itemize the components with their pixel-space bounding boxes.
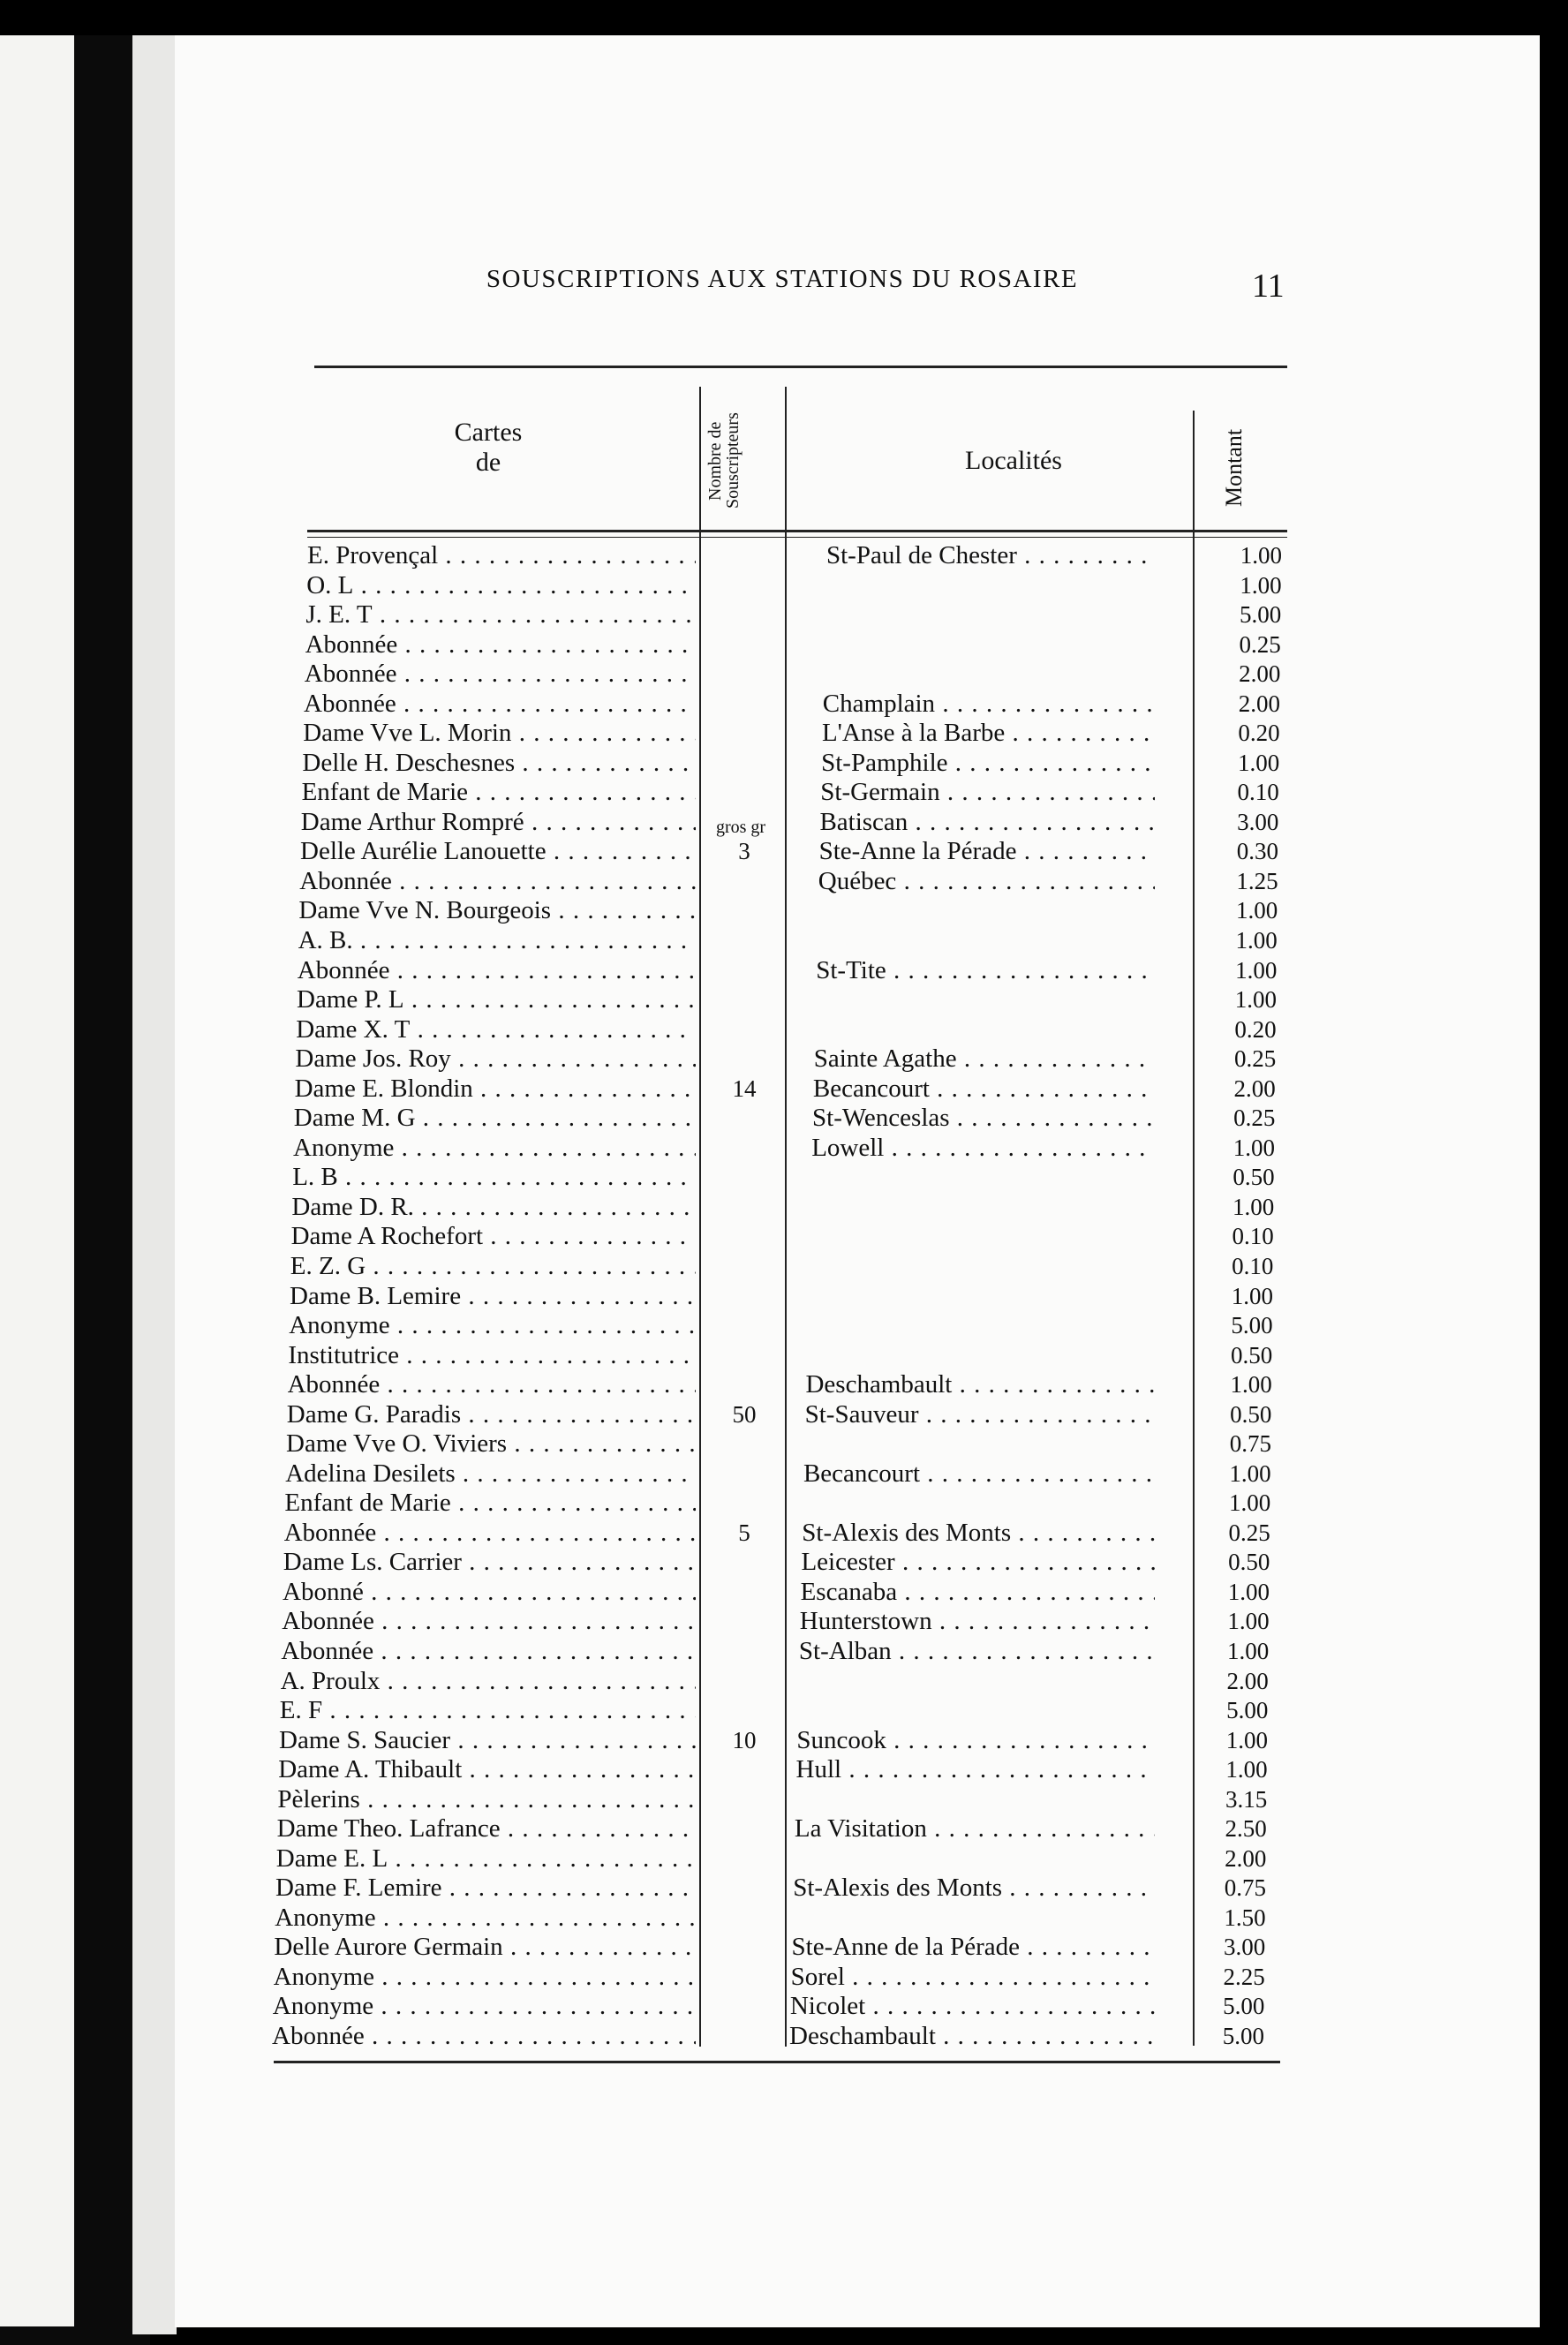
table-row (175, 1963, 1540, 1992)
carte-name: Dame F. Lemire . . . (275, 1874, 696, 1903)
montant-value: 0.25 (1233, 1105, 1276, 1132)
nombre-souscripteurs: 14 (732, 1074, 757, 1102)
carte-name: Abonnée . . . (304, 690, 696, 719)
montant-value: 0.25 (1228, 1519, 1270, 1546)
carte-name: Dame Ls. Carrier . . . (283, 1548, 696, 1577)
carte-name: Abonnée . . . (288, 1370, 696, 1399)
montant-value: 1.00 (1226, 1637, 1270, 1664)
table-row (175, 867, 1540, 896)
table-row (175, 1044, 1540, 1074)
montant-value: 1.00 (1240, 571, 1282, 599)
carte-name: Abonnée . . . (305, 660, 696, 689)
montant-value: 1.50 (1224, 1904, 1266, 1931)
montant-value: 2.00 (1238, 690, 1280, 717)
table-row (175, 1015, 1540, 1044)
table-row (175, 630, 1540, 660)
montant-value: 1.00 (1234, 986, 1277, 1014)
carte-name: Dame X. T . . . (296, 1015, 696, 1044)
montant-value: 1.00 (1235, 956, 1278, 984)
localite-name: Nicolet . . . (790, 1992, 1155, 2021)
localite-name: Deschambault . . . (789, 2022, 1155, 2051)
montant-value: 1.00 (1227, 1578, 1270, 1605)
carte-name: Institutrice . . . (288, 1341, 696, 1370)
carte-name: Delle Aurore Germain . . . (274, 1933, 696, 1962)
table-row (175, 1282, 1540, 1311)
carte-name: Abonnée . . . (282, 1607, 696, 1636)
carte-name: Dame Vve O. Viviers . . . (286, 1429, 696, 1459)
table-row (175, 1814, 1540, 1844)
montant-value: 1.00 (1225, 1726, 1268, 1753)
table-row (175, 1074, 1540, 1104)
table-row (175, 1874, 1540, 1903)
carte-name: Dame Vve L. Morin . . . (303, 719, 696, 748)
montant-value: 2.00 (1226, 1667, 1269, 1694)
montant-value: 0.10 (1232, 1252, 1274, 1279)
montant-value: 0.75 (1229, 1430, 1271, 1458)
carte-name: A. Proulx . . . (281, 1667, 696, 1696)
carte-name: Dame E. L . . . (276, 1844, 696, 1874)
table-row (175, 896, 1540, 925)
carte-name: L. B . . . (292, 1163, 696, 1192)
table-row (175, 749, 1540, 778)
table-row (175, 1370, 1540, 1399)
localite-name: St-Alexis des Monts . . . (793, 1874, 1155, 1903)
montant-value: 0.50 (1230, 1400, 1272, 1428)
montant-value: 5.00 (1239, 601, 1282, 629)
table-row (175, 1607, 1540, 1636)
localite-name: Sainte Agathe . . . (814, 1044, 1155, 1074)
montant-value: 0.50 (1233, 1164, 1275, 1191)
table-row (175, 1578, 1540, 1607)
carte-name: Dame E. Blondin . . . (295, 1074, 696, 1104)
table-row (175, 1311, 1540, 1340)
carte-name: Abonnée . . . (281, 1637, 696, 1666)
header-cartes-line1: Cartes (454, 418, 523, 447)
localite-name: Hunterstown . . . (800, 1607, 1155, 1636)
montant-value: 5.00 (1226, 1697, 1269, 1724)
montant-value: 1.00 (1233, 1134, 1275, 1161)
montant-value: 2.00 (1233, 1074, 1276, 1102)
subscription-table (175, 35, 1540, 2327)
montant-value: 0.75 (1224, 1874, 1266, 1902)
header-montant: Montant (1221, 428, 1247, 508)
localite-name: St-Pamphile . . . (821, 749, 1155, 778)
table-row (175, 1785, 1540, 1814)
carte-name: A. B. . . . (298, 926, 696, 955)
table-row (175, 660, 1540, 689)
carte-name: E. Provençal . . . (307, 541, 696, 570)
carte-name: Abonné . . . (283, 1578, 696, 1607)
montant-value: 0.20 (1234, 1015, 1277, 1043)
localite-name: Escanaba . . . (801, 1578, 1155, 1607)
nombre-souscripteurs: gros gr (715, 817, 766, 837)
localite-name: Suncook . . . (796, 1726, 1155, 1755)
carte-name: Enfant de Marie . . . (302, 778, 696, 807)
table-row (175, 985, 1540, 1014)
montant-value: 0.25 (1233, 1045, 1277, 1073)
table-row (175, 956, 1540, 985)
montant-value: 0.25 (1239, 630, 1281, 658)
carte-name: Anonyme . . . (289, 1311, 696, 1340)
localite-name: Ste-Anne de la Pérade . . . (792, 1933, 1155, 1962)
carte-name: Delle H. Deschesnes . . . (302, 749, 696, 778)
table-row (175, 571, 1540, 600)
table-row (175, 1459, 1540, 1489)
montant-value: 0.30 (1236, 838, 1278, 865)
carte-name: Dame Vve N. Bourgeois . . . (298, 896, 696, 925)
carte-name: J. E. T . . . (305, 600, 696, 630)
nombre-souscripteurs: 50 (732, 1400, 757, 1428)
carte-name: Anonyme . . . (273, 1992, 696, 2021)
table-row (175, 926, 1540, 955)
carte-name: Dame A. Thibault . . . (278, 1755, 696, 1784)
montant-value: 1.00 (1229, 1459, 1271, 1487)
localite-name: St-Alexis des Monts . . . (802, 1519, 1155, 1548)
table-row (175, 1548, 1540, 1577)
montant-value: 1.00 (1232, 1193, 1275, 1220)
carte-name: Enfant de Marie . . . (284, 1489, 696, 1518)
montant-value: 2.00 (1239, 660, 1281, 688)
table-row (175, 719, 1540, 748)
table-row (175, 1696, 1540, 1725)
carte-name: Abonnée . . . (272, 2022, 696, 2051)
table-row (175, 1844, 1540, 1874)
carte-name: Dame A Rochefort . . . (291, 1222, 696, 1251)
nombre-souscripteurs: 5 (738, 1519, 750, 1546)
nombre-souscripteurs: 10 (732, 1726, 757, 1753)
table-row (175, 690, 1540, 719)
header-cartes-line2: de (475, 448, 501, 477)
montant-value: 1.00 (1228, 1489, 1271, 1517)
carte-name: Abonnée . . . (284, 1519, 696, 1548)
table-row (175, 1222, 1540, 1251)
montant-value: 0.50 (1228, 1549, 1270, 1576)
montant-value: 3.15 (1225, 1785, 1268, 1813)
table-row (175, 778, 1540, 807)
carte-name: Anonyme . . . (275, 1904, 696, 1933)
table-row (175, 1489, 1540, 1518)
table-row (175, 1193, 1540, 1222)
localite-name: St-Alban . . . (799, 1637, 1155, 1666)
localite-name: St-Tite . . . (816, 956, 1155, 985)
table-row (175, 1163, 1540, 1192)
montant-value: 0.10 (1237, 779, 1279, 806)
table-row (175, 837, 1540, 866)
facing-page-edge (0, 35, 74, 2326)
localite-name: Leicester . . . (801, 1548, 1155, 1577)
localite-name: St-Wenceslas . . . (812, 1104, 1155, 1133)
table-row (175, 1992, 1540, 2021)
carte-name: Abonnée . . . (299, 867, 696, 896)
header-localites: Localités (965, 446, 1062, 475)
montant-value: 1.00 (1230, 1371, 1272, 1399)
localite-name: Becancourt . . . (803, 1459, 1155, 1489)
montant-value: 1.00 (1227, 1608, 1270, 1635)
localite-name: Hull . . . (796, 1755, 1155, 1784)
localite-name: St-Sauveur . . . (805, 1400, 1155, 1429)
localite-name: La Visitation . . . (795, 1814, 1155, 1844)
nombre-souscripteurs: 3 (738, 838, 750, 865)
carte-name: Pèlerins . . . (277, 1785, 696, 1814)
table-row (175, 1134, 1540, 1163)
table-row (175, 1519, 1540, 1548)
montant-value: 1.00 (1231, 1282, 1273, 1309)
localite-name: Becancourt . . . (813, 1074, 1155, 1104)
montant-value: 3.00 (1237, 808, 1279, 835)
montant-value: 5.00 (1223, 1993, 1265, 2020)
table-row (175, 1933, 1540, 1962)
localite-name: Ste-Anne la Pérade . . . (819, 837, 1155, 866)
table-row (175, 1904, 1540, 1933)
carte-name: Dame D. R. . . . (291, 1193, 696, 1222)
carte-name: E. F . . . (280, 1696, 696, 1725)
table-row (175, 600, 1540, 630)
carte-name: Dame P. L . . . (297, 985, 696, 1014)
montant-value: 0.50 (1230, 1341, 1273, 1369)
table-row (175, 1726, 1540, 1755)
montant-value: 0.20 (1238, 720, 1280, 747)
montant-value: 1.25 (1236, 867, 1278, 894)
carte-name: Delle Aurélie Lanouette . . . (300, 837, 696, 866)
carte-name: Dame S. Saucier . . . (279, 1726, 696, 1755)
montant-value: 5.00 (1231, 1312, 1273, 1339)
page-gutter (132, 35, 177, 2334)
montant-value: 2.00 (1225, 1844, 1267, 1872)
carte-name: Adelina Desilets . . . (285, 1459, 696, 1489)
carte-name: Dame Theo. Lafrance . . . (277, 1814, 696, 1844)
table-row (175, 1400, 1540, 1429)
montant-value: 3.00 (1223, 1934, 1266, 1961)
localite-name: St-Paul de Chester . . . (826, 541, 1155, 570)
montant-value: 2.50 (1225, 1815, 1267, 1843)
page-number: 11 (1252, 268, 1285, 305)
carte-name: Dame B. Lemire . . . (290, 1282, 696, 1311)
localite-name: St-Germain . . . (820, 778, 1155, 807)
table-row (175, 1429, 1540, 1459)
carte-name: E. Z. G . . . (290, 1252, 696, 1281)
localite-name: Champlain . . . (823, 690, 1155, 719)
table-row (175, 1755, 1540, 1784)
carte-name: Abonnée . . . (305, 630, 696, 660)
localite-name: Deschambault . . . (805, 1370, 1155, 1399)
table-row (175, 1252, 1540, 1281)
document-page (175, 35, 1540, 2327)
localite-name: L'Anse à la Barbe . . . (822, 719, 1155, 748)
running-head: SOUSCRIPTIONS AUX STATIONS DU ROSAIRE (486, 265, 1079, 293)
localite-name: Sorel . . . (791, 1963, 1155, 1992)
carte-name: Dame Jos. Roy . . . (295, 1044, 696, 1074)
table-row (175, 1637, 1540, 1666)
table-row (175, 541, 1540, 570)
table-row (175, 1667, 1540, 1696)
carte-name: O. L . . . (306, 571, 696, 600)
montant-value: 5.00 (1222, 2023, 1264, 2049)
montant-value: 1.00 (1240, 542, 1282, 569)
carte-name: Anonyme . . . (274, 1963, 696, 1992)
carte-name: Dame M. G . . . (294, 1104, 696, 1133)
carte-name: Dame G. Paradis . . . (287, 1400, 696, 1429)
montant-value: 0.10 (1232, 1223, 1274, 1250)
carte-name: Abonnée . . . (298, 956, 696, 985)
localite-name: Batiscan . . . (819, 808, 1155, 837)
montant-value: 1.00 (1235, 897, 1278, 924)
montant-value: 2.25 (1223, 1963, 1265, 1990)
table-row (175, 808, 1540, 837)
table-row (175, 1104, 1540, 1133)
table-row (175, 2022, 1540, 2051)
carte-name: Anonyme . . . (293, 1134, 696, 1163)
table-row (175, 1341, 1540, 1370)
carte-name: Dame Arthur Rompré . . . (301, 808, 696, 837)
localite-name: Lowell . . . (811, 1134, 1155, 1163)
montant-value: 1.00 (1235, 927, 1278, 954)
header-nombre: Nombre de Souscripteurs (705, 412, 743, 509)
montant-value: 1.00 (1237, 749, 1280, 776)
localite-name: Québec . . . (818, 867, 1155, 896)
montant-value: 1.00 (1225, 1756, 1268, 1783)
